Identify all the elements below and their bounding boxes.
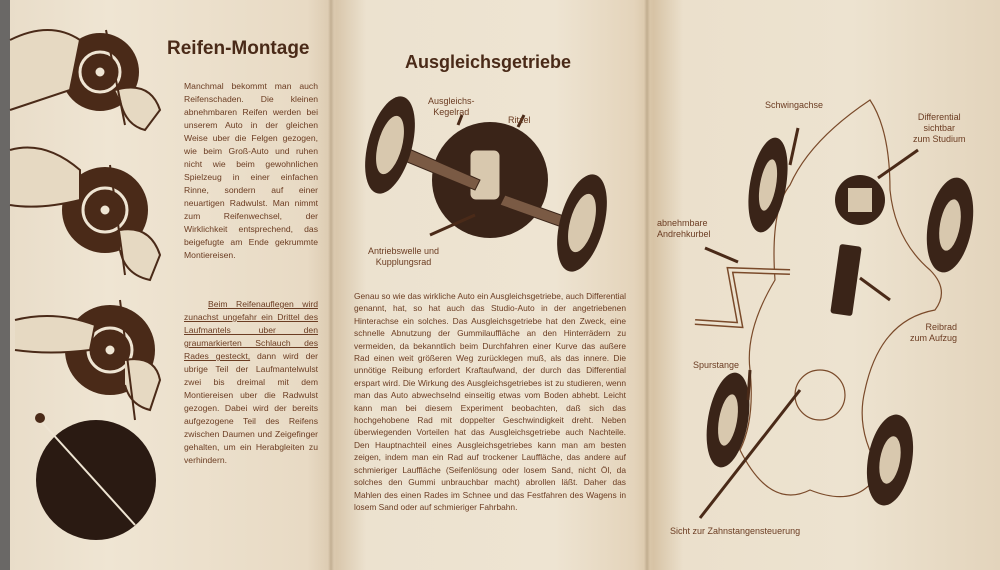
pointer-arrow xyxy=(748,370,750,400)
label-schwingachse: Schwingachse xyxy=(765,100,824,110)
wheel-left xyxy=(356,91,424,199)
label-kegelrad: Ausgleichs- Kegelrad xyxy=(428,96,475,117)
page-title: Reifen-Montage xyxy=(167,38,310,59)
label-zahnstangensteuerung: Sicht zur Zahnstangensteuerung xyxy=(670,526,801,536)
label-ritzel: Ritzel xyxy=(508,115,531,125)
body-paragraph: Beim Reifenauflegen wird zunachst ungefahr ein Drittel des Laufmantels uber den graumarkierten Schlauch des Rades gesteckt, dann wird der ubrige Teil der Laufmantelwulst zwei bis dreimal mit dem Montiereisen uber die Radwulst gezogen. Dabei wird der bereits aufgezogene Teil des Reifens zwischen Daumen und Zeigefinger gehalten, um ein Herabgleiten zu verhindern. xyxy=(184,299,318,465)
tire-lever-illustration xyxy=(35,413,156,540)
panel-ausgleichsgetriebe xyxy=(340,0,640,570)
pointer-arrow xyxy=(878,150,918,178)
wheel-illustration xyxy=(15,300,160,420)
wheel-illustration xyxy=(10,148,160,281)
chassis-diagram xyxy=(650,90,990,540)
section-title: Ausgleichsgetriebe xyxy=(405,52,572,72)
body-paragraph: Manchmal bekommt man auch Reifenschaden. Die kleinen abnehmbaren Reifen werden bei unserem Auto in der gleichen Weise uber die Felgen gezogen, wie beim Groß-Auto und ruhen nicht wie beim gewohnlichen Spielzeug in einer einfachen Rinne, sondern auf einer neuartigen Radwulst. Man nimmt zum Reifenwechsel, der Wirklichkeit entsprechend, das beigefugte am Ende gekrummte Montiereisen. xyxy=(184,81,318,260)
pointer-arrow xyxy=(860,278,890,300)
pointer-arrow xyxy=(790,128,798,165)
label-reibrad: Reibrad zum Aufzug xyxy=(910,322,958,343)
steering-circle xyxy=(795,370,845,420)
body-paragraph: Genau so wie das wirkliche Auto ein Ausgleichsgetriebe, auch Differential genannt, hat, so hat auch das Studio-Auto in der angetriebenen Hinterachse ein solches. Das Ausgleichsgetriebe hat den Zweck, eine schnelle Abnutzung der Gummilauffläche an den Hinterrädern zu vermeiden, da bekanntlich beim Durchfahren einer Kurve das außere Rad einen weit größeren Weg zurücklegen muß, als das innere. Die unnötige Reibung erfordert Kraftaufwand, der durch das Differential erspart wird. Die Wirkung des Ausgleichsgetriebes ist zu studieren, wenn man das Auto abwechselnd einseitig etwas vom Boden abhebt. Leicht kann man bei diesem Experiment beobachten, daß sich das hochgehobene Rad mit doppelter Geschwindigkeit dreht. Neben überwiegenden Vorteilen hat das Ausgleichsgetriebe auch Nachteile. Den Hauptnachteil eines Ausgleichsgetriebes kann man am besten zeigen, indem man ein Rad auf trockener Lauffläche, das andere auf schmieriger Lauffläche (Seifenlösung oder losem Sand, nicht Öl, da solches den Gummi unbrauchbar macht) abrollen läßt. Daher das Mahlen des einen Rades im Schnee und das Festfahren des Wagens in losem Sand oder auf schmieriger Fahrbahn. xyxy=(354,291,626,512)
pointer-arrow xyxy=(705,248,738,262)
label-differential: Differential sichtbar zum Studium xyxy=(913,112,966,144)
wheel-illustration xyxy=(10,30,160,130)
underlined-text: Beim Reifenauflegen wird zunachst ungefahr ein Drittel des Laufmantels uber den graumarkierten Schlauch des Rades gesteckt, xyxy=(184,299,318,361)
crank xyxy=(695,270,790,325)
tire-mounting-illustration xyxy=(10,0,170,560)
panel-chassis-diagram xyxy=(650,0,995,570)
label-antriebswelle: Antriebswelle und Kupplungsrad xyxy=(368,246,440,267)
label-andrehkurbel: abnehmbare Andrehkurbel xyxy=(657,218,711,239)
label-spurstange: Spurstange xyxy=(693,360,740,370)
panel-reifen-montage xyxy=(10,0,330,570)
friction-wheel xyxy=(830,244,862,316)
